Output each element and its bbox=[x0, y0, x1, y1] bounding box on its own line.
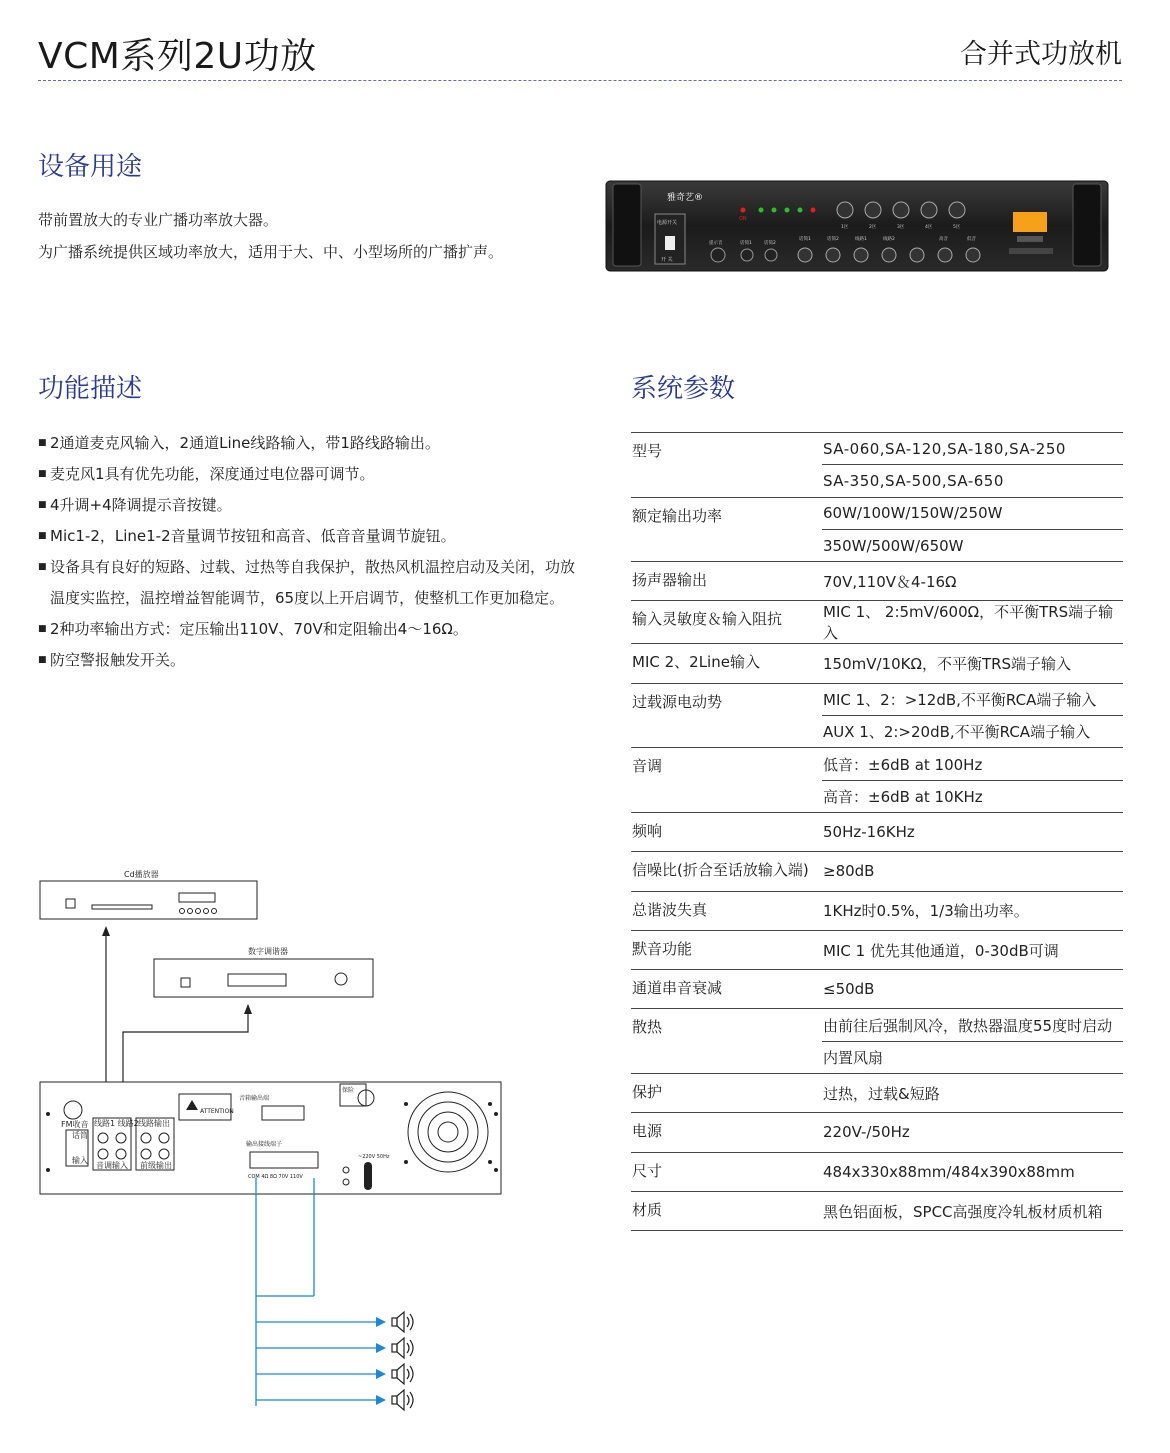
knob-label: 话筒1 bbox=[799, 237, 811, 242]
feature-item: ■ 2种功率输出方式：定压输出110V、70V和定阻输出4～16Ω。 bbox=[38, 614, 583, 645]
level-led bbox=[785, 208, 790, 213]
out-label: 线路输出 bbox=[138, 1119, 170, 1128]
spec-value: SA-350,SA-500,SA-650 bbox=[822, 465, 1123, 497]
spec-value: 过热，过载&短路 bbox=[822, 1074, 1123, 1113]
feature-item: ■ 4升调+4降调提示音按键。 bbox=[38, 490, 583, 521]
input-label: 输入 bbox=[72, 1156, 88, 1165]
zone-label: 4区 bbox=[925, 225, 933, 230]
spec-value: 220V-/50Hz bbox=[822, 1113, 1123, 1152]
jack-label: 提示音 bbox=[709, 241, 723, 246]
cd-player bbox=[40, 881, 257, 919]
prompt-jack bbox=[711, 248, 725, 262]
pre-out-label: 前级输出 bbox=[140, 1161, 172, 1170]
usage-line: 为广播系统提供区域功率放大，适用于大、中、小型场所的广播扩声。 bbox=[38, 243, 504, 261]
spec-label: 保护 bbox=[631, 1074, 822, 1113]
jack-label: 话筒1 bbox=[740, 241, 752, 246]
spec-label: MIC 2、2Line输入 bbox=[631, 644, 822, 683]
control-buttons bbox=[1017, 236, 1043, 242]
spec-row bbox=[631, 852, 1123, 891]
power-switch bbox=[665, 236, 675, 250]
features-list bbox=[38, 428, 583, 676]
knob bbox=[910, 248, 924, 262]
spec-row bbox=[631, 1009, 1123, 1041]
spec-label: 频响 bbox=[631, 812, 822, 851]
spec-value: SA-060,SA-120,SA-180,SA-250 bbox=[822, 433, 1123, 465]
spec-value: ≤50dB bbox=[822, 970, 1123, 1009]
on-led bbox=[741, 208, 746, 213]
spec-label: 额定输出功率 bbox=[631, 497, 822, 562]
spec-value: 70V,110V＆4-16Ω bbox=[822, 562, 1123, 601]
spec-value: 350W/500W/650W bbox=[822, 529, 1123, 561]
page-subtitle: 合并式功放机 bbox=[960, 39, 1122, 70]
spec-row bbox=[631, 930, 1123, 969]
feature-item: ■ 防空警报触发开关。 bbox=[38, 645, 583, 676]
bass-knob bbox=[966, 248, 980, 262]
spec-row bbox=[631, 1074, 1123, 1113]
spec-row bbox=[631, 1191, 1123, 1230]
jack-label: 话筒2 bbox=[764, 241, 776, 246]
spec-label: 音调 bbox=[631, 748, 822, 813]
line2-knob bbox=[882, 248, 896, 262]
speaker-icon bbox=[392, 1390, 413, 1410]
spec-row bbox=[631, 601, 1123, 644]
spec-value: MIC 1 优先其他通道，0-30dB可调 bbox=[822, 930, 1123, 969]
mic2-knob bbox=[826, 248, 840, 262]
terminal-label: 输出接线端子 bbox=[246, 1141, 283, 1148]
spec-value: 50Hz-16KHz bbox=[822, 812, 1123, 851]
spec-value: 低音：±6dB at 100Hz bbox=[822, 748, 1123, 780]
line1-knob bbox=[854, 248, 868, 262]
feature-item: ■ 2通道麦克风输入，2通道Line线路输入，带1路线路输出。 bbox=[38, 428, 583, 459]
ac-label: ~220V 50Hz bbox=[358, 1154, 390, 1160]
feature-item: ■ Mic1-2，Line1-2音量调节按钮和高音、低音音量调节旋钮。 bbox=[38, 521, 583, 552]
attention-text: ATTENTION bbox=[200, 1108, 234, 1115]
spec-value: 484x330x88mm/484x390x88mm bbox=[822, 1152, 1123, 1191]
power-cord bbox=[364, 1162, 372, 1190]
right-handle bbox=[1073, 184, 1101, 266]
zone-knob bbox=[949, 202, 965, 218]
zone-label: 1区 bbox=[841, 225, 849, 230]
spec-value: 150mV/10KΩ，不平衡TRS端子输入 bbox=[822, 644, 1123, 683]
spec-value: MIC 1、 2:5mV/600Ω，不平衡TRS端子输入 bbox=[822, 601, 1123, 644]
fuse-label: 保险 bbox=[342, 1087, 355, 1094]
mic2-jack bbox=[765, 249, 777, 261]
treble-knob bbox=[938, 248, 952, 262]
feature-item: ■ 设备具有良好的短路、过载、过热等自我保护，散热风机温控启动及关闭，功放温度实监控，温控增益智能调节，65度以上开启调节，使整机工作更加稳定。 bbox=[38, 552, 583, 614]
zone-label: 2区 bbox=[869, 225, 877, 230]
spec-label: 尺寸 bbox=[631, 1152, 822, 1191]
features-heading: 功能描述 bbox=[38, 374, 143, 404]
specs-heading: 系统参数 bbox=[631, 374, 736, 404]
spec-row bbox=[631, 644, 1123, 683]
header-divider bbox=[38, 80, 1122, 81]
spec-row bbox=[631, 1113, 1123, 1152]
knob-label: 线路1 bbox=[855, 237, 867, 242]
tuner-label: 数字调谐器 bbox=[248, 947, 288, 956]
usage-heading: 设备用途 bbox=[38, 152, 143, 182]
knob-label: 话筒2 bbox=[827, 237, 839, 242]
spec-label: 型号 bbox=[631, 433, 822, 498]
fm-label: FM收音 bbox=[61, 1120, 89, 1129]
spec-label: 散热 bbox=[631, 1009, 822, 1074]
cd-label: Cd播放器 bbox=[124, 870, 159, 879]
spec-value: 60W/100W/150W/250W bbox=[822, 497, 1123, 529]
spec-label: 扬声器输出 bbox=[631, 562, 822, 601]
brand-logo: 雅奇艺® bbox=[667, 193, 704, 203]
switch-label: 开 关 bbox=[661, 257, 673, 263]
zone-label: 3区 bbox=[897, 225, 905, 230]
mic-label: 话筒 bbox=[72, 1131, 88, 1140]
spec-value: 黑色铝面板，SPCC高强度冷轧板材质机箱 bbox=[822, 1191, 1123, 1230]
level-led bbox=[798, 208, 803, 213]
zone-label: 5区 bbox=[953, 225, 961, 230]
spec-value: 高音：±6dB at 10KHz bbox=[822, 780, 1123, 812]
spec-value: 由前往后强制风冷，散热器温度55度时启动 bbox=[822, 1009, 1123, 1041]
zone-knob bbox=[921, 202, 937, 218]
spec-value: 1KHz时0.5%，1/3输出功率。 bbox=[822, 891, 1123, 930]
left-handle bbox=[613, 184, 641, 266]
spec-row bbox=[631, 748, 1123, 780]
feature-item: ■ 麦克风1具有优先功能，深度通过电位器可调节。 bbox=[38, 459, 583, 490]
spec-label: 过载源电动势 bbox=[631, 683, 822, 748]
usage-line: 带前置放大的专业广播功率放大器。 bbox=[38, 211, 279, 229]
aux-label: 音调输入 bbox=[96, 1161, 128, 1170]
display-window bbox=[1013, 212, 1047, 232]
spec-label: 电源 bbox=[631, 1113, 822, 1152]
connection-diagram bbox=[36, 866, 506, 1418]
spec-row bbox=[631, 970, 1123, 1009]
knob-label: 高音 bbox=[939, 237, 948, 242]
spec-row bbox=[631, 1152, 1123, 1191]
zone-knob bbox=[865, 202, 881, 218]
mic1-knob bbox=[798, 248, 812, 262]
zone-knob bbox=[893, 202, 909, 218]
on-label: ON bbox=[739, 216, 747, 222]
control-strip bbox=[1009, 248, 1053, 254]
knob-label: 线路2 bbox=[883, 237, 895, 242]
spec-value: AUX 1、2:>20dB,不平衡RCA端子输入 bbox=[822, 716, 1123, 748]
speaker-out-label: 音箱输出端 bbox=[239, 1095, 270, 1102]
spec-value: 内置风扇 bbox=[822, 1041, 1123, 1073]
spec-label: 通道串音衰减 bbox=[631, 970, 822, 1009]
spec-label: 信噪比(折合至话放输入端) bbox=[631, 852, 822, 891]
level-led bbox=[811, 208, 816, 213]
terminal-pins-label: COM 4Ω 8Ω 70V 110V bbox=[248, 1174, 303, 1180]
zone-knob bbox=[837, 202, 853, 218]
spec-value: ≥80dB bbox=[822, 852, 1123, 891]
line-in-label: 线路1 线路2 bbox=[94, 1119, 139, 1128]
amplifier-front-panel bbox=[605, 178, 1109, 274]
level-led bbox=[759, 208, 764, 213]
spec-row bbox=[631, 497, 1123, 529]
spec-label: 默音功能 bbox=[631, 930, 822, 969]
power-label: 电源开关 bbox=[657, 220, 678, 226]
spec-row bbox=[631, 433, 1123, 465]
specs-table bbox=[631, 432, 1123, 1231]
speaker-icon bbox=[392, 1364, 413, 1384]
spec-row bbox=[631, 891, 1123, 930]
usage-text bbox=[38, 204, 503, 268]
spec-row bbox=[631, 562, 1123, 601]
spec-label: 总谐波失真 bbox=[631, 891, 822, 930]
spec-value: MIC 1、2：>12dB,不平衡RCA端子输入 bbox=[822, 683, 1123, 715]
spec-label: 输入灵敏度＆输入阻抗 bbox=[631, 601, 822, 644]
level-led bbox=[772, 208, 777, 213]
page-title: VCM系列2U功放 bbox=[38, 36, 317, 77]
speaker-icon bbox=[392, 1338, 413, 1358]
speaker-icon bbox=[392, 1312, 413, 1332]
knob-label: 低音 bbox=[967, 237, 976, 242]
spec-row bbox=[631, 683, 1123, 715]
spec-label: 材质 bbox=[631, 1191, 822, 1230]
mic1-jack bbox=[741, 249, 753, 261]
spec-row bbox=[631, 812, 1123, 851]
